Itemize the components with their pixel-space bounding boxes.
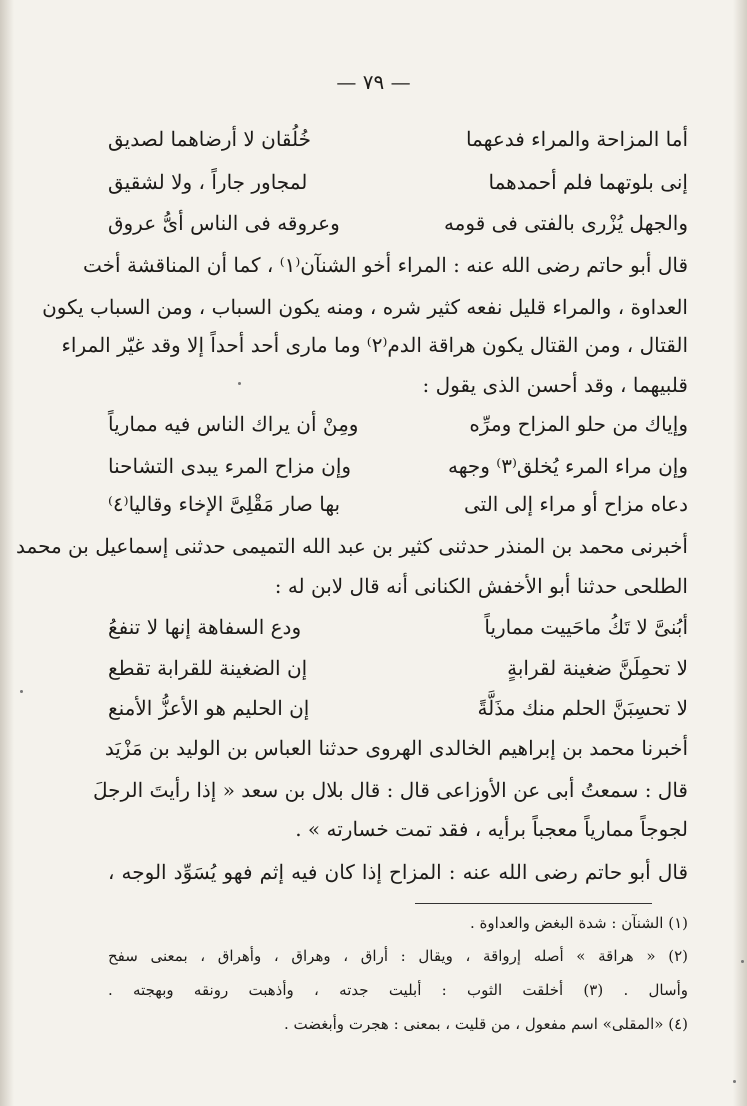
page-edge-shadow-left bbox=[0, 0, 14, 1106]
paragraph-line: قال أبو حاتم رضى الله عنه : المراء أخو الشنآن⁽١⁾ ، كما أن المناقشة أخت bbox=[83, 253, 688, 277]
paragraph-line: لجوجاً ممارياً معجباً برأيه ، فقد تمت خسارته » . bbox=[295, 817, 688, 841]
scan-speck bbox=[733, 1080, 736, 1083]
verse-hemistich-second: إن الحليم هو الأعزُّ الأمنع bbox=[108, 696, 310, 720]
verse-hemistich-first: والجهل يُزْرى بالفتى فى قومه bbox=[443, 211, 688, 235]
verse-hemistich-second: ودع السفاهة إنها لا تنفعُ bbox=[108, 615, 302, 639]
paragraph-line: قال : سمعتُ أبى عن الأوزاعى قال : قال بلال بن سعد « إذا رأيتَ الرجلَ bbox=[93, 778, 688, 802]
verse-hemistich-second: وإن مزاح المرء يبدى التشاحنا bbox=[108, 454, 352, 478]
verse-hemistich-second: إن الضغينة للقرابة تقطع bbox=[108, 656, 308, 680]
verse-hemistich-first: وإن مراء المرء يُخلق⁽٣⁾ وجهه bbox=[447, 454, 688, 478]
verse-line bbox=[108, 613, 688, 641]
verse-hemistich-second: خُلُقان لا أرضاهما لصديق bbox=[108, 127, 312, 151]
paragraph-line: قلبيهما ، وقد أحسن الذى يقول : bbox=[422, 373, 688, 397]
verse-hemistich-first: لا تحسِبَنَّ الحلم منك مذَلَّةً bbox=[477, 696, 688, 720]
verse-line bbox=[108, 694, 688, 722]
footnote: وأسال . (٣) أخلقت الثوب : أبليت جدته ، وأذهبت رونقه وبهجته . bbox=[108, 981, 688, 999]
footnote: (١) الشنآن : شدة البغض والعداوة . bbox=[470, 914, 688, 932]
verse-hemistich-first: إنى بلوتهما فلم أحمدهما bbox=[488, 170, 688, 194]
verse-line bbox=[108, 654, 688, 682]
verse-hemistich-first: لا تحمِلَنَّ ضغينة لقرابةٍ bbox=[507, 656, 688, 680]
scan-speck bbox=[741, 960, 744, 963]
footnote: (٤) «المقلى» اسم مفعول ، من قليت ، بمعنى : هجرت وأبغضت . bbox=[283, 1015, 688, 1033]
paragraph-line: أخبرنا محمد بن إبراهيم الخالدى الهروى حدثنا العباس بن الوليد بن مَزْيَد bbox=[104, 736, 688, 760]
verse-hemistich-first: دعاه مزاح أو مراء إلى التى bbox=[463, 492, 688, 516]
verse-line bbox=[108, 490, 688, 518]
verse-line bbox=[108, 452, 688, 480]
paragraph-line: أخبرنى محمد بن المنذر حدثنى كثير بن عبد الله التميمى حدثنى إسماعيل بن محمد bbox=[16, 534, 688, 558]
paragraph-line: قال أبو حاتم رضى الله عنه : المزاح إذا كان فيه إثم فهو يُسَوِّد الوجه ، bbox=[108, 860, 688, 884]
verse-line bbox=[108, 125, 688, 153]
verse-hemistich-first: وإياك من حلو المزاح ومرِّه bbox=[469, 412, 688, 436]
paragraph-line: الطلحى حدثنا أبو الأخفش الكنانى أنه قال لابن له : bbox=[274, 574, 688, 598]
footnote: (٢) « هراقة » أصله إرواقة ، ويقال : أراق ، وهراق ، وأهراق ، بمعنى سفح bbox=[108, 947, 688, 965]
verse-hemistich-second: ومِنْ أن يراك الناس فيه ممارياً bbox=[108, 412, 359, 436]
verse-hemistich-second: لمجاور جاراً ، ولا لشقيق bbox=[108, 170, 308, 194]
scan-speck bbox=[20, 690, 23, 693]
verse-line bbox=[108, 209, 688, 237]
scan-speck bbox=[238, 382, 241, 385]
verse-hemistich-first: أما المزاحة والمراء فدعهما bbox=[465, 127, 688, 151]
page-number: — ٧٩ — bbox=[336, 70, 411, 94]
footnote-separator bbox=[415, 903, 652, 904]
paragraph-line: العداوة ، والمراء قليل نفعه كثير شره ، ومنه يكون السباب ، ومن السباب يكون bbox=[42, 295, 688, 319]
verse-line bbox=[108, 410, 688, 438]
verse-hemistich-second: وعروقه فى الناس أىُّ عروق bbox=[108, 211, 340, 235]
paragraph-line: القتال ، ومن القتال يكون هراقة الدم⁽٢⁾ وما مارى أحد أحداً إلا وقد غيّر المراء bbox=[61, 333, 688, 357]
verse-line bbox=[108, 168, 688, 196]
verse-hemistich-second: بها صار مَقْلِىَّ الإخاء وقاليا⁽٤⁾ bbox=[108, 492, 341, 516]
page-edge-shadow-right bbox=[733, 0, 747, 1106]
verse-hemistich-first: أبُنىَّ لا تَكُ ماحَييت ممارياً bbox=[484, 615, 688, 639]
